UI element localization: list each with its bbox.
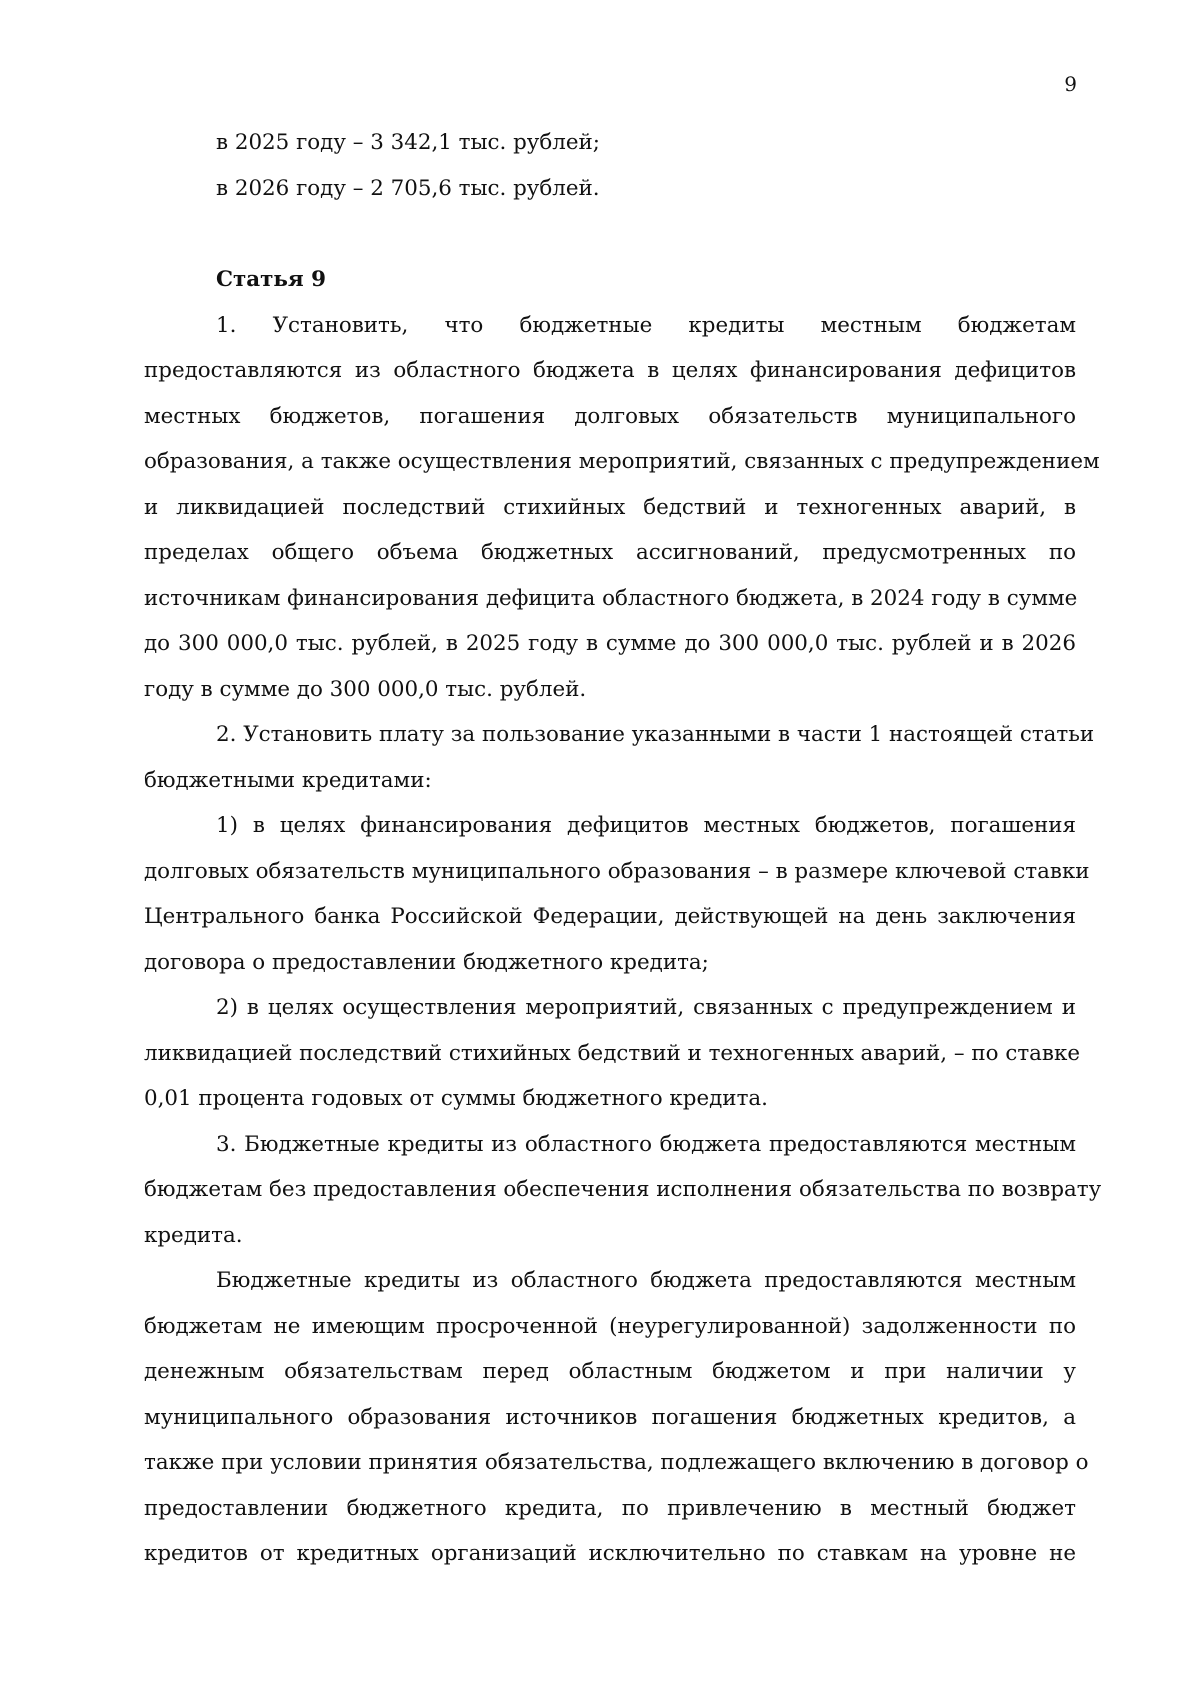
article-line: 3. Бюджетные кредиты из областного бюджета предоставляются местным [216, 1131, 1076, 1157]
page-number: 9 [1064, 72, 1077, 96]
article-line: бюджетам не имеющим просроченной (неурегулированной) задолженности по [144, 1313, 1076, 1339]
article-line: до 300 000,0 тыс. рублей, в 2025 году в сумме до 300 000,0 тыс. рублей и в 2026 [144, 631, 1076, 656]
top-line: в 2025 году – 3 342,1 тыс. рублей; [216, 130, 600, 155]
article-line: долговых обязательств муниципального образования – в размере ключевой ставки [144, 858, 1090, 884]
article-line: ликвидацией последствий стихийных бедствий и техногенных аварий, – по ставке [144, 1040, 1080, 1066]
article-line: Центрального банка Российской Федерации, действующей на день заключения [144, 904, 1076, 929]
article-line: местных бюджетов, погашения долговых обязательств муниципального [144, 403, 1076, 429]
article-line: 0,01 процента годовых от суммы бюджетного кредита. [144, 1086, 768, 1111]
article-line: предоставлении бюджетного кредита, по привлечению в местный бюджет [144, 1495, 1076, 1521]
article-line: 1. Установить, что бюджетные кредиты местным бюджетам [216, 312, 1076, 338]
article-line: бюджетам без предоставления обеспечения исполнения обязательства по возврату [144, 1177, 1102, 1202]
article-line: также при условии принятия обязательства, подлежащего включению в договор о [144, 1450, 1089, 1475]
article-line: источникам финансирования дефицита областного бюджета, в 2024 году в сумме [144, 585, 1078, 611]
article-line: образования, а также осуществления мероприятий, связанных с предупреждением [144, 449, 1100, 474]
article-line: предоставляются из областного бюджета в целях финансирования дефицитов [144, 358, 1076, 383]
article-line: 2. Установить плату за пользование указанными в части 1 настоящей статьи [216, 722, 1095, 747]
article-line: денежным обязательствам перед областным бюджетом и при наличии у [144, 1359, 1076, 1384]
article-line: пределах общего объема бюджетных ассигнований, предусмотренных по [144, 540, 1076, 565]
article-line: бюджетными кредитами: [144, 767, 432, 793]
article-line: договора о предоставлении бюджетного кредита; [144, 949, 709, 975]
top-line: в 2026 году – 2 705,6 тыс. рублей. [216, 175, 600, 201]
article-line: муниципального образования источников погашения бюджетных кредитов, а [144, 1404, 1076, 1430]
document-content [144, 120, 1102, 1577]
article-line: 1) в целях финансирования дефицитов местных бюджетов, погашения [216, 813, 1076, 838]
article-line: 2) в целях осуществления мероприятий, связанных с предупреждением и [216, 995, 1076, 1020]
article-line: и ликвидацией последствий стихийных бедствий и техногенных аварий, в [144, 494, 1076, 520]
article-title: Статья 9 [216, 267, 327, 292]
article-line: Бюджетные кредиты из областного бюджета предоставляются местным [216, 1268, 1076, 1293]
article-line: кредита. [144, 1222, 243, 1248]
article-line: кредитов от кредитных организаций исключительно по ставкам на уровне не [144, 1541, 1076, 1566]
article-line: году в сумме до 300 000,0 тыс. рублей. [144, 676, 587, 702]
